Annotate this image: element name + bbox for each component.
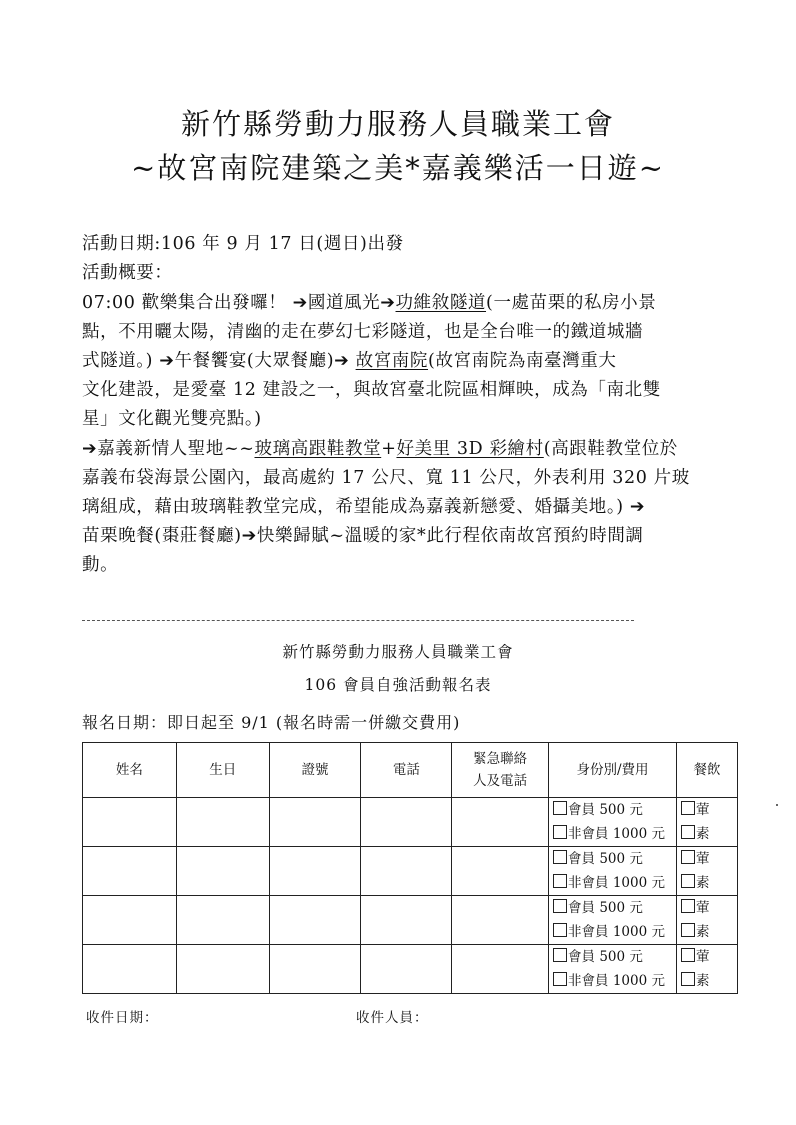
meal-options — [677, 896, 738, 945]
header-status-fee: 身份別/費用 — [549, 743, 677, 798]
table-row — [83, 896, 738, 945]
meat-option-label: 葷 — [696, 851, 710, 867]
itinerary-text: 璃組成，藉由玻璃鞋教堂完成，希望能成為嘉義新戀愛、婚攝美地。) — [82, 497, 624, 517]
emergency-cell[interactable] — [452, 798, 549, 847]
itinerary-highlight: 故宮南院 — [355, 351, 429, 371]
non-member-checkbox[interactable] — [553, 923, 567, 937]
status-fee-options — [549, 847, 677, 896]
meal-options — [677, 945, 738, 994]
itinerary-highlight: 好美里 3D 彩繪村 — [396, 439, 544, 459]
arrow-icon: ➔ — [292, 293, 308, 313]
meal-options — [677, 847, 738, 896]
veg-option-label: 素 — [696, 924, 710, 940]
header-emergency-line1: 緊急聯絡 — [473, 751, 528, 767]
itinerary-line: 動。 — [82, 555, 119, 575]
non-member-checkbox[interactable] — [553, 972, 567, 986]
registration-table — [82, 742, 738, 994]
arrow-icon: ➔ — [334, 351, 350, 371]
non-member-option-label: 非會員 1000 元 — [568, 826, 665, 842]
header-emergency-contact — [452, 743, 549, 798]
arrow-icon: ➔ — [380, 293, 396, 313]
member-checkbox[interactable] — [553, 899, 567, 913]
table-row — [83, 945, 738, 994]
itinerary-line — [82, 493, 645, 518]
activity-date: 活動日期:106 年 9 月 17 日(週日)出發 — [82, 234, 404, 254]
arrow-icon: ➔ — [241, 526, 257, 546]
birthday-cell[interactable] — [176, 896, 269, 945]
veg-checkbox[interactable] — [681, 825, 695, 839]
table-header-row — [83, 743, 738, 798]
non-member-option-label: 非會員 1000 元 — [568, 973, 665, 989]
header-birthday: 生日 — [176, 743, 269, 798]
received-by-label: 收件人員： — [356, 1010, 429, 1026]
document-subtitle: ~故宮南院建築之美*嘉義樂活一日遊~ — [130, 151, 666, 185]
itinerary-line — [82, 435, 678, 460]
itinerary-line: 點，不用曬太陽，清幽的走在夢幻七彩隧道，也是全台唯一的鐵道城牆 — [82, 322, 644, 342]
arrow-icon: ➔ — [159, 351, 175, 371]
name-cell[interactable] — [83, 945, 177, 994]
meat-option-label: 葷 — [696, 949, 710, 965]
document-title: 新竹縣勞動力服務人員職業工會 — [180, 107, 615, 141]
birthday-cell[interactable] — [176, 798, 269, 847]
phone-cell[interactable] — [361, 945, 452, 994]
header-phone: 電話 — [361, 743, 452, 798]
received-date-label: 收件日期： — [86, 1010, 159, 1026]
itinerary-text: (故宮南院為南臺灣重大 — [428, 351, 617, 371]
phone-cell[interactable] — [361, 896, 452, 945]
itinerary-line — [82, 347, 616, 372]
itinerary-text: 午餐饗宴(大眾餐廳) — [174, 351, 335, 371]
itinerary-text: 苗栗晚餐(棗莊餐廳) — [82, 526, 242, 546]
cut-line-divider — [82, 620, 634, 621]
name-cell[interactable] — [83, 896, 177, 945]
non-member-option-label: 非會員 1000 元 — [568, 924, 665, 940]
itinerary-line — [82, 522, 644, 547]
table-row — [83, 798, 738, 847]
overview-label: 活動概要： — [82, 263, 173, 283]
itinerary-text: (高跟鞋教堂位於 — [543, 439, 678, 459]
itinerary-text: 快樂歸賦~溫暖的家*此行程依南故宮預約時間調 — [256, 526, 644, 546]
emergency-cell[interactable] — [452, 945, 549, 994]
scan-speck — [776, 804, 778, 806]
itinerary-line: 星」文化觀光雙亮點。) — [82, 409, 262, 429]
meat-checkbox[interactable] — [681, 850, 695, 864]
header-meal: 餐飲 — [677, 743, 738, 798]
veg-checkbox[interactable] — [681, 874, 695, 888]
name-cell[interactable] — [83, 847, 177, 896]
meal-options — [677, 798, 738, 847]
itinerary-text: (一處苗栗的私房小景 — [486, 293, 657, 313]
member-checkbox[interactable] — [553, 801, 567, 815]
non-member-checkbox[interactable] — [553, 825, 567, 839]
meat-checkbox[interactable] — [681, 801, 695, 815]
itinerary-text: 國道風光 — [307, 293, 381, 313]
phone-cell[interactable] — [361, 798, 452, 847]
member-checkbox[interactable] — [553, 850, 567, 864]
meat-option-label: 葷 — [696, 802, 710, 818]
itinerary-text: 嘉義新情人聖地~~ — [97, 439, 255, 459]
status-fee-options — [549, 896, 677, 945]
header-emergency-line2: 人及電話 — [473, 773, 528, 789]
id-cell[interactable] — [269, 847, 361, 896]
birthday-cell[interactable] — [176, 945, 269, 994]
registration-deadline: 報名日期：即日起至 9/1 (報名時需一併繳交費用) — [82, 713, 461, 732]
meat-checkbox[interactable] — [681, 948, 695, 962]
arrow-icon: ➔ — [629, 497, 646, 517]
id-cell[interactable] — [269, 896, 361, 945]
veg-option-label: 素 — [696, 826, 710, 842]
veg-checkbox[interactable] — [681, 972, 695, 986]
emergency-cell[interactable] — [452, 896, 549, 945]
meat-checkbox[interactable] — [681, 899, 695, 913]
id-cell[interactable] — [269, 945, 361, 994]
arrow-icon: ➔ — [82, 439, 98, 459]
name-cell[interactable] — [83, 798, 177, 847]
table-row — [83, 847, 738, 896]
id-cell[interactable] — [269, 798, 361, 847]
itinerary-text: + — [381, 439, 397, 459]
status-fee-options — [549, 798, 677, 847]
veg-option-label: 素 — [696, 973, 710, 989]
non-member-checkbox[interactable] — [553, 874, 567, 888]
member-checkbox[interactable] — [553, 948, 567, 962]
member-option-label: 會員 500 元 — [568, 851, 643, 867]
status-fee-options — [549, 945, 677, 994]
phone-cell[interactable] — [361, 847, 452, 896]
member-option-label: 會員 500 元 — [568, 949, 643, 965]
itinerary-text: 式隧道。) — [82, 351, 154, 371]
emergency-cell[interactable] — [452, 847, 549, 896]
itinerary-text: 07:00 歡樂集合出發囉！ — [82, 293, 287, 313]
itinerary-highlight: 功維敘隧道 — [395, 293, 487, 313]
itinerary-highlight: 玻璃高跟鞋教堂 — [254, 439, 382, 459]
meat-option-label: 葷 — [696, 900, 710, 916]
member-option-label: 會員 500 元 — [568, 900, 643, 916]
veg-checkbox[interactable] — [681, 923, 695, 937]
non-member-option-label: 非會員 1000 元 — [568, 875, 665, 891]
member-option-label: 會員 500 元 — [568, 802, 643, 818]
itinerary-line: 嘉義布袋海景公園內，最高處約 17 公尺、寬 11 公尺，外表利用 320 片玻 — [82, 468, 690, 488]
itinerary-line — [82, 289, 656, 314]
form-union-name: 新竹縣勞動力服務人員職業工會 — [282, 643, 514, 661]
veg-option-label: 素 — [696, 875, 710, 891]
header-id-number: 證號 — [269, 743, 361, 798]
header-name: 姓名 — [83, 743, 177, 798]
birthday-cell[interactable] — [176, 847, 269, 896]
form-title: 106 會員自強活動報名表 — [304, 676, 492, 694]
itinerary-line: 文化建設，是愛臺 12 建設之一，與故宮臺北院區相輝映，成為「南北雙 — [82, 380, 661, 400]
